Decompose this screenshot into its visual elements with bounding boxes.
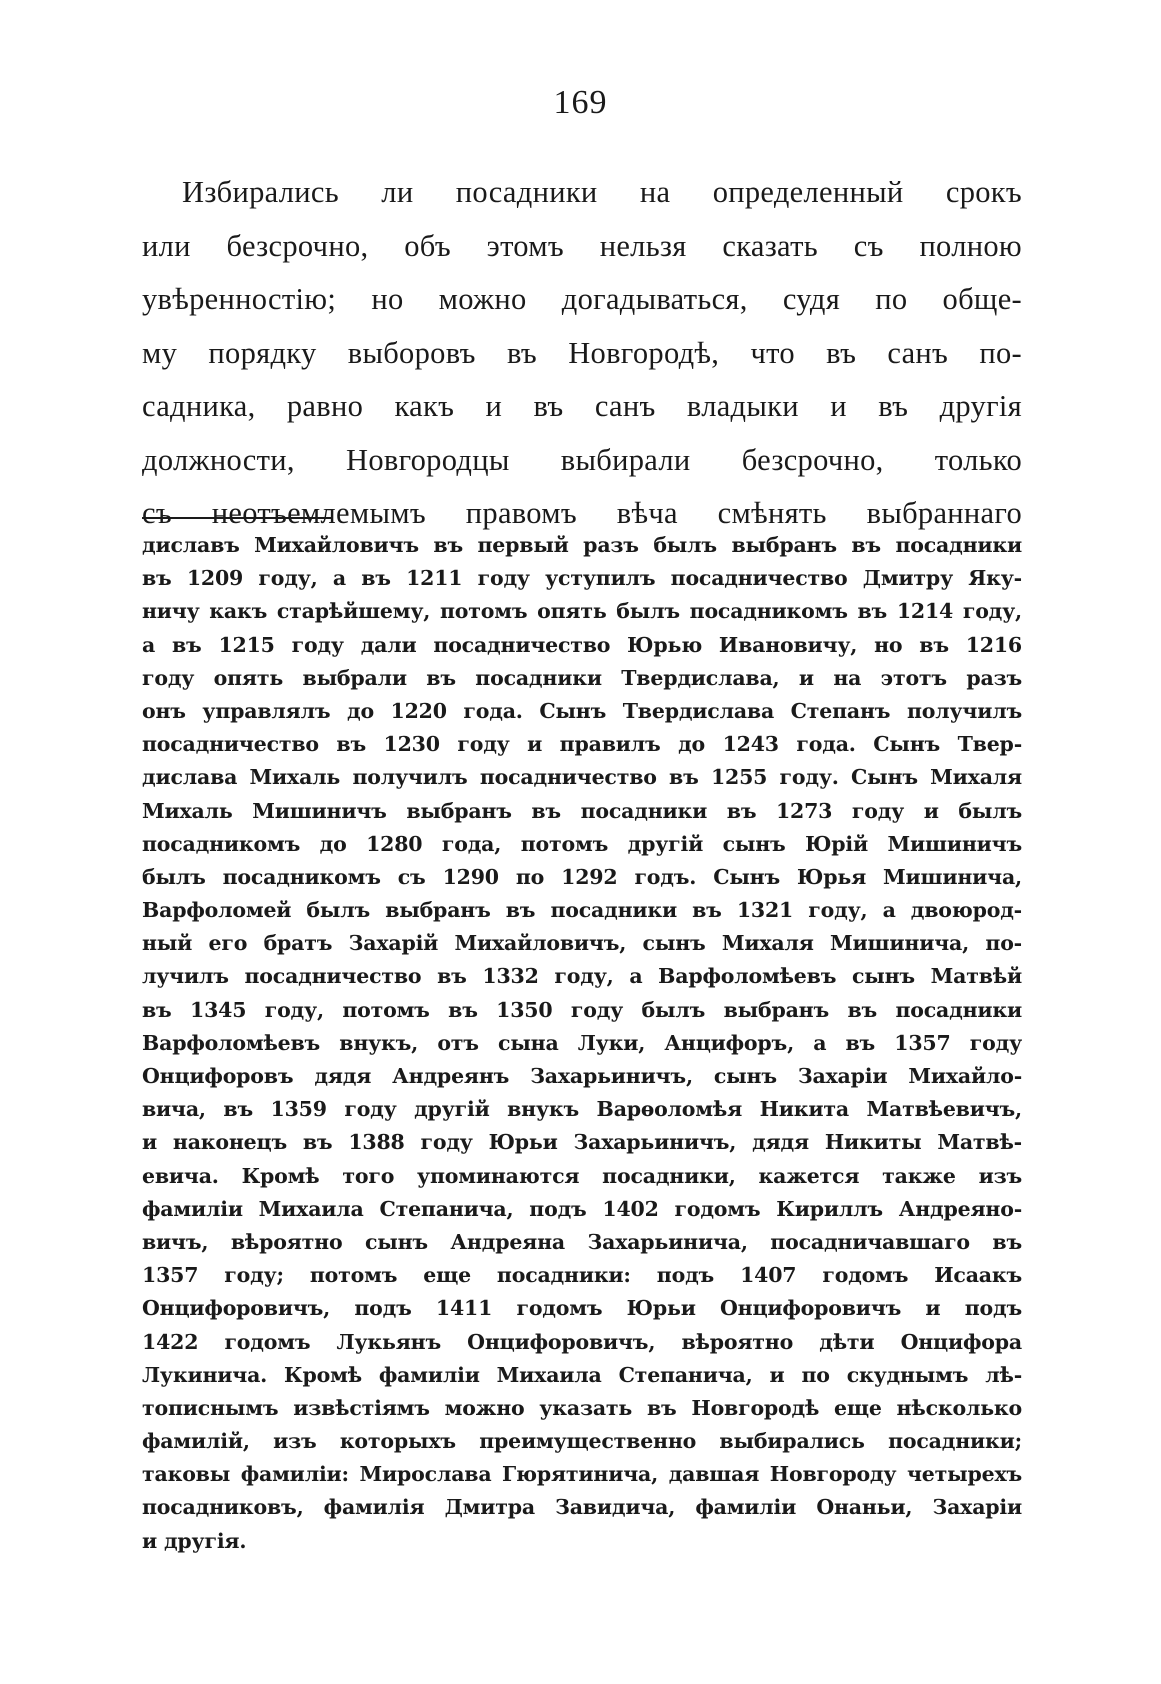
footnote-divider <box>142 517 332 519</box>
footnote-line: 1422 годомъ Лукьянъ Онцифоровичъ, вѣроятно дѣти Онцифора <box>142 1329 1022 1354</box>
main-text-line: съ неотъемлемымъ правомъ вѣча смѣнять выбраннаго <box>142 496 1022 530</box>
footnote-line: Онцифоровичъ, подъ 1411 годомъ Юрьи Онцифоровичъ и подъ <box>142 1296 1022 1321</box>
footnote-line: Михаль Мишиничъ выбранъ въ посадники въ 1273 году и былъ <box>142 798 1022 823</box>
footnote-line: посадникомъ до 1280 года, потомъ другій сынъ Юрій Мишиничъ <box>142 831 1022 856</box>
page-number: 169 <box>553 84 608 121</box>
footnote-line: Варфоломей былъ выбранъ въ посадники въ 1321 году, а двоюрод- <box>142 898 1022 923</box>
footnote-line: фамиліи Михаила Степанича, подъ 1402 годомъ Кириллъ Андреяно- <box>142 1196 1022 1221</box>
footnote-line: вичъ, вѣроятно сынъ Андреяна Захарьинича, посадничавшаго въ <box>142 1229 1022 1254</box>
footnote-line: онъ управлялъ до 1220 года. Сынъ Твердислава Степанъ получилъ <box>142 698 1022 723</box>
footnote-line: лучилъ посадничество въ 1332 году, а Варфоломѣевъ сынъ Матвѣй <box>142 964 1022 989</box>
footnote-line: Лукинича. Кромѣ фамиліи Михаила Степанича, и по скуднымъ лѣ- <box>142 1362 1022 1387</box>
footnote-line: посадничество въ 1230 году и правилъ до 1243 года. Сынъ Твер- <box>142 732 1022 757</box>
footnote-line: таковы фамиліи: Мирослава Гюрятинича, давшая Новгороду четырехъ <box>142 1462 1022 1487</box>
main-text-line: садника, равно какъ и въ санъ владыки и въ другія <box>142 389 1022 423</box>
main-text-line: или безсрочно, объ этомъ нельзя сказать съ полною <box>142 228 1022 263</box>
footnote-line: Варфоломѣевъ внукъ, отъ сына Луки, Анцифоръ, а въ 1357 году <box>142 1030 1022 1055</box>
footnote-line: вича, въ 1359 году другій внукъ Варѳоломѣя Никита Матвѣевичъ, <box>142 1097 1022 1122</box>
footnote-line: въ 1209 году, а въ 1211 году уступилъ посадничество Дмитру Яку- <box>142 566 1022 591</box>
footnote-line: диславъ Михайловичъ въ первый разъ былъ выбранъ въ посадники <box>142 533 1022 557</box>
main-text-line: Избирались ли посадники на определенный срокъ <box>182 175 1022 209</box>
footnote-line: посадниковъ, фамилія Дмитра Завидича, фамиліи Онаньи, Захаріи <box>142 1495 1022 1520</box>
footnote-line: а въ 1215 году дали посадничество Юрью Ивановичу, но въ 1216 <box>142 632 1022 657</box>
main-text-line: му порядку выборовъ въ Новгородѣ, что въ санъ по- <box>142 335 1022 370</box>
footnote-line: 1357 году; потомъ еще посадники: подъ 1407 годомъ Исаакъ <box>142 1263 1022 1288</box>
footnote-line: Онцифоровъ дядя Андреянъ Захарьиничъ, сынъ Захаріи Михайло- <box>142 1064 1022 1088</box>
footnote-line: году опять выбрали въ посадники Твердислава, и на этотъ разъ <box>142 665 1022 690</box>
footnote-line: ничу какъ старѣйшему, потомъ опять былъ посадникомъ въ 1214 году, <box>142 599 1022 624</box>
footnote-line: въ 1345 году, потомъ въ 1350 году былъ выбранъ въ посадники <box>142 997 1022 1022</box>
footnote-line: тописнымъ извѣстіямъ можно указать въ Новгородѣ еще нѣсколько <box>142 1395 1022 1420</box>
footnote-line: ный его братъ Захарій Михайловичъ, сынъ Михаля Мишинича, по- <box>142 931 1022 956</box>
footnote-line: дислава Михаль получилъ посадничество въ 1255 году. Сынъ Михаля <box>142 765 1022 790</box>
footnote-line: былъ посадникомъ съ 1290 по 1292 годъ. Сынъ Юрья Мишинича, <box>142 864 1022 889</box>
footnote-block <box>142 529 1022 1558</box>
main-text-line: должности, Новгородцы выбирали безсрочно, только <box>142 442 1022 477</box>
footnote-line: и другія. <box>142 1528 247 1553</box>
footnote-line: фамилій, изъ которыхъ преимущественно выбирались посадники; <box>142 1429 1022 1454</box>
footnote-line: евича. Кромѣ того упоминаются посадники, кажется также изъ <box>142 1163 1022 1188</box>
main-text-line: увѣренностію; но можно догадываться, судя по обще- <box>142 282 1022 316</box>
main-text-block <box>142 166 1022 541</box>
footnote-line: и наконецъ въ 1388 году Юрьи Захарьиничъ, дядя Никиты Матвѣ- <box>142 1130 1022 1155</box>
